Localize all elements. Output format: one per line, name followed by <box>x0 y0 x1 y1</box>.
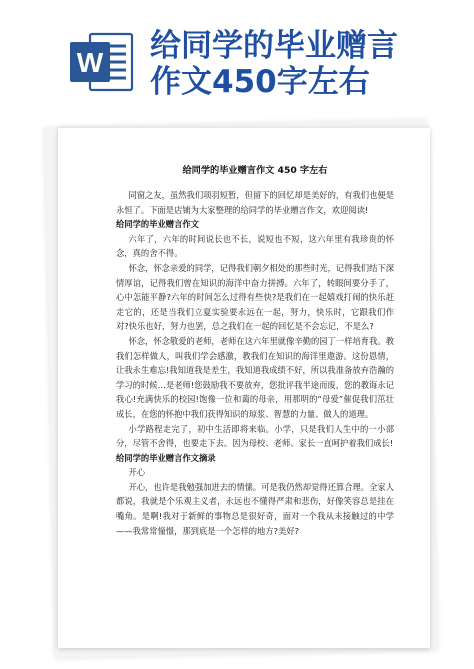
word-document-icon <box>68 28 136 96</box>
section-heading: 给同学的毕业赠言作文 <box>116 219 199 230</box>
banner-title <box>150 28 470 100</box>
section-heading: 给同学的毕业赠言作文摘录 <box>116 452 216 463</box>
paragraph: 小学路程走完了，初中生活即将来临。小学，只是我们人生中的一小部分，尽管不舍得，也要走下去。因为母校、老师、家长一直呵护着我们成长! <box>116 423 394 449</box>
paragraph: 怀念，怀念亲爱的同学，记得我们朝夕相处的那些时光，记得我们结下深情厚谊，记得我们曾在知识的海洋中奋力拼搏。六年了，转眼间要分手了，心中怎能平静?六年的时间怎么过得有些快?是我们在一起嬉戏打闹的快乐赶走它的，还是当我们立夏实验要永远在一起，努力，快乐时，它跟我们作对?快乐也好，努力也罢，总之我们在一起的回忆是不会忘记，不是么? <box>116 262 394 332</box>
document-body <box>116 188 394 538</box>
page-bottom-fade <box>58 638 430 648</box>
document-page <box>58 128 430 648</box>
banner <box>0 0 474 125</box>
paragraph: 开心 <box>128 467 146 478</box>
banner-title-line-1: 给同学的毕业赠言 <box>150 28 398 64</box>
paragraph: 六年了，六年的时间说长也不长，说短也不短，这六年里有我珍贵的怀念，真的舍不得。 <box>116 233 394 259</box>
word-logo-letter: W <box>76 47 104 78</box>
document-title: 给同学的毕业赠言作文 450 字左右 <box>182 165 328 176</box>
paragraph: 开心，也许是我勉强加进去的情愫。可是我仍然却觉得还算合理。全家人都说，我就是个乐观主义者，永远也不懂得严肃和悲伤，好像笑容总是挂在嘴角。是啊!我对于新鲜的事物总是很好奇，面对一个我从未接触过的中学——我常常憧憬，那到底是一个怎样的地方?美好? <box>116 481 394 536</box>
paragraph: 怀念，怀念敬爱的老师，老师在这六年里就像辛勤的园丁一样培育我。教我们怎样做人，叫我们学会感激，教我们在知识的海洋里遨游。这份恩情，让我永生难忘!我知道我是差生，我知道我成绩不好，所以我准备放弃浩瀚的学习的时候…是老师!您鼓励我不要放弃，您批评我半途而废，您的教诲永记我心!充满快乐的校园!饱像一位和蔼的母亲，用那明的“母爱”催促我们茁壮成长，在您的怀抱中我们获得知识的琼浆、智慧的力量、做人的道理。 <box>116 335 394 419</box>
paragraph: 同窗之友，虽然我们项羽短暂，但留下的回忆却是美好的，有我们也便是永恒了。下面是店铺为大家整理的给同学的毕业赠言作文，欢迎阅读! <box>116 190 394 215</box>
banner-title-line-2: 作文450字左右 <box>150 64 370 100</box>
